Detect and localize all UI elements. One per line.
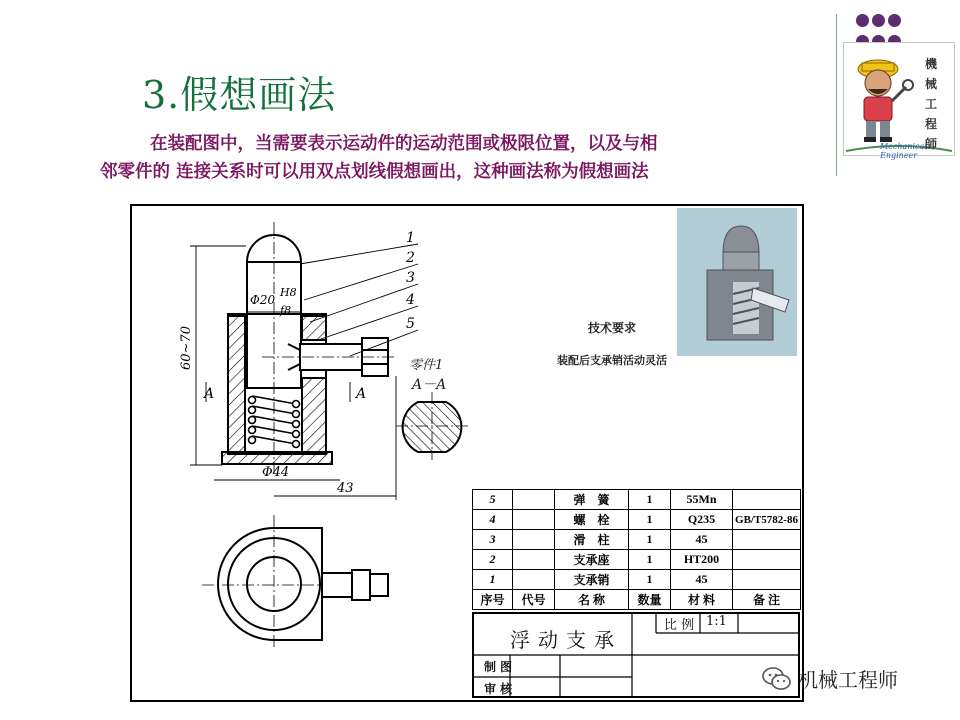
watermark: [762, 664, 898, 693]
tech-requirements-title: 技术要求: [588, 321, 637, 335]
leader-number-5: 5: [406, 316, 415, 332]
bom-header-code: 代号: [513, 590, 555, 610]
intro-line-2: 邻零件的 连接关系时可以用双点划线假想画出，这种画法称为假想画法: [100, 162, 649, 182]
bom-cell-name: 滑 柱: [555, 530, 629, 550]
leader-number-2: 2: [406, 250, 415, 266]
bom-cell-material: 45: [671, 570, 733, 590]
watermark-text: 机械工程师: [798, 668, 898, 692]
bom-cell-material: HT200: [671, 550, 733, 570]
bom-cell-idx: 2: [473, 550, 513, 570]
bom-cell-idx: 4: [473, 510, 513, 530]
wechat-icon: [762, 666, 792, 692]
bom-cell-qty: 1: [629, 570, 671, 590]
leader-number-4: 4: [406, 292, 415, 308]
base-diameter-label: Φ44: [262, 465, 290, 480]
leader-number-1: 1: [406, 230, 415, 246]
fit-diameter-label: Φ20: [250, 293, 276, 307]
bom-cell-name: 支承销: [555, 570, 629, 590]
bom-cell-name: 螺 栓: [555, 510, 629, 530]
bom-header-idx: 序号: [473, 590, 513, 610]
bom-cell-qty: 1: [629, 490, 671, 510]
scale-value: 1:1: [706, 614, 727, 629]
logo-subtitle: Mechanical Engineer: [880, 142, 927, 160]
bom-cell-name: 弹 簧: [555, 490, 629, 510]
bom-header-name: 名 称: [555, 590, 629, 610]
bom-cell-name: 支承座: [555, 550, 629, 570]
checked-by-label: 审 核: [484, 682, 513, 696]
part-1-label: 零件1: [409, 358, 444, 373]
logo-vertical-text: 機械工程師: [924, 57, 937, 151]
bom-cell-material: Q235: [671, 510, 733, 530]
bom-cell-qty: 1: [629, 530, 671, 550]
bom-header-qty: 数量: [629, 590, 671, 610]
section-mark-left: A: [204, 386, 215, 402]
bom-header-note: 备 注: [733, 590, 801, 610]
bom-cell-material: 55Mn: [671, 490, 733, 510]
fit-hole-label: H8: [280, 286, 297, 299]
section-mark-right: A: [356, 386, 367, 402]
tech-requirements-text: 装配后支承销活动灵活: [557, 354, 667, 367]
bom-cell-qty: 1: [629, 550, 671, 570]
scale-label: 比 例: [664, 618, 695, 633]
bom-cell-idx: 5: [473, 490, 513, 510]
height-dimension: 60~70: [179, 326, 194, 370]
bom-cell-material: 45: [671, 530, 733, 550]
leader-number-3: 3: [406, 270, 415, 286]
section-aa-label: A－A: [412, 377, 447, 393]
fit-shaft-label: f8: [280, 304, 292, 317]
drawn-by-label: 制 图: [484, 660, 513, 674]
bom-cell-idx: 3: [473, 530, 513, 550]
offset-dimension: 43: [337, 481, 354, 496]
bom-cell-qty: 1: [629, 510, 671, 530]
bom-cell-note: GB/T5782-86: [733, 510, 801, 530]
slide-title: 3.假想画法: [142, 73, 337, 117]
part-name: 浮动支承: [510, 628, 622, 652]
bom-cell-idx: 1: [473, 570, 513, 590]
bom-header-material: 材 料: [671, 590, 733, 610]
intro-line-1: 在装配图中，当需要表示运动件的运动范围或极限位置，以及与相: [150, 134, 658, 154]
